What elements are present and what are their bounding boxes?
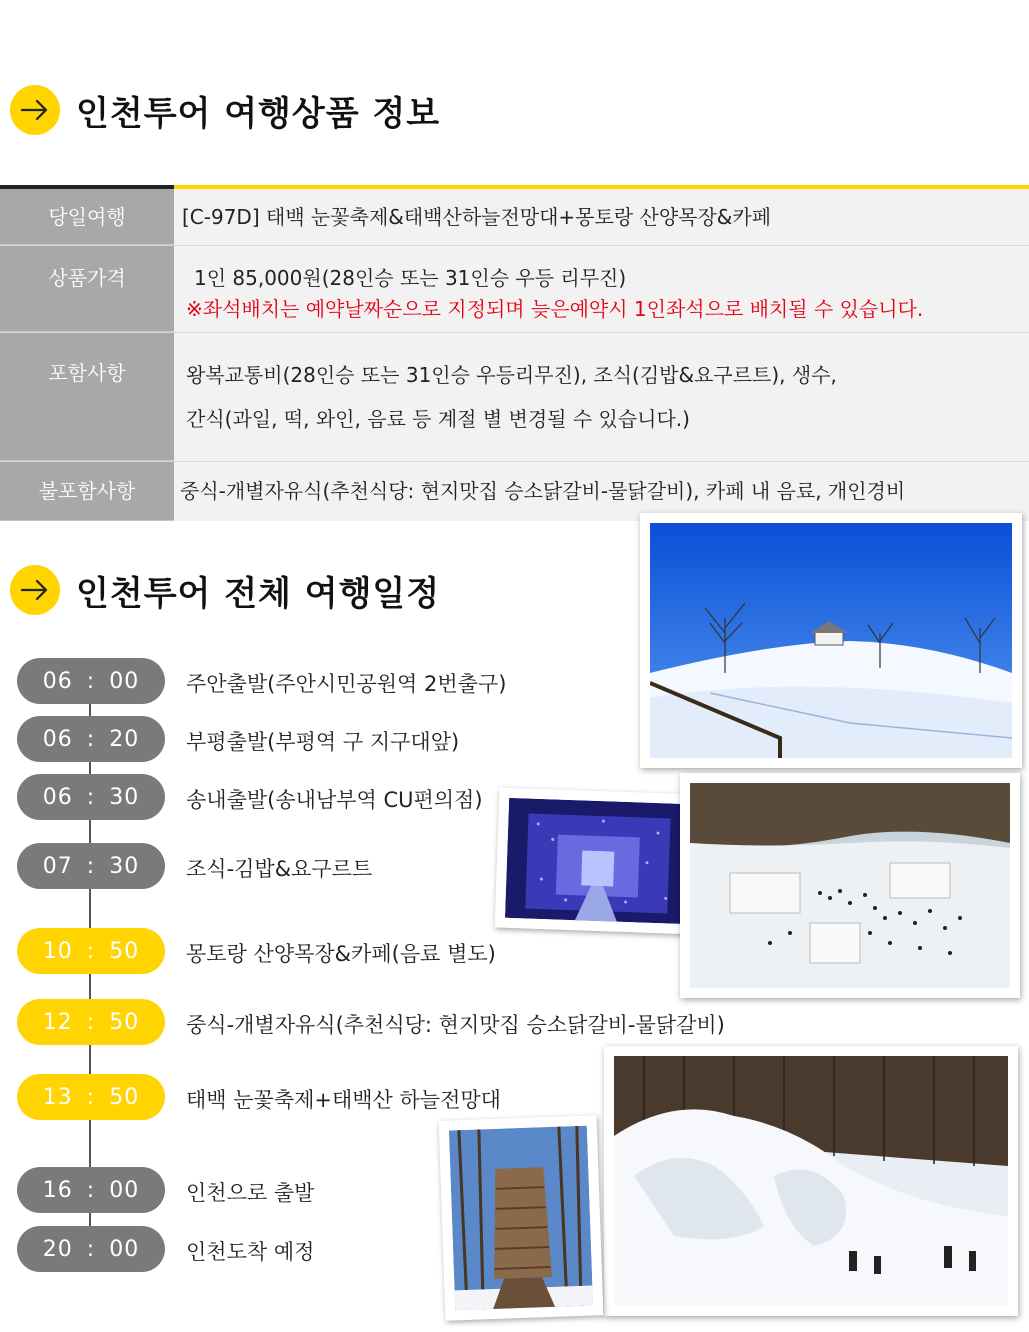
row-label-trip: 당일여행	[0, 189, 174, 245]
schedule-section-title: 인천투어 전체 여행일정	[76, 573, 441, 614]
price-text: 1인 85,000원(28인승 또는 31인승 우등 리무진)	[194, 266, 627, 290]
time-pill	[17, 658, 165, 704]
time-minute: 50	[109, 1009, 140, 1035]
row-value-trip: [C-97D] 태백 눈꽃축제&태백산하늘전망대+몽토랑 산양목장&카페	[174, 189, 1029, 245]
time-pill	[17, 1167, 165, 1213]
info-section-title: 인천투어 여행상품 정보	[76, 93, 441, 134]
row-label-excluded: 불포함사항	[0, 462, 174, 521]
info-section-heading	[10, 85, 440, 135]
time-hour: 12	[42, 1009, 73, 1035]
schedule-item-desc: 중식-개별자유식(추천식당: 현지맛집 승소닭갈비-물닭갈비)	[186, 1013, 725, 1037]
schedule-item-desc: 부평출발(부평역 구 지구대앞)	[186, 730, 460, 754]
time-colon: :	[86, 938, 96, 964]
schedule-item-desc: 인천으로 출발	[186, 1181, 315, 1205]
time-minute: 00	[109, 668, 140, 694]
time-colon: :	[86, 1084, 96, 1110]
arrow-right-icon	[10, 565, 60, 615]
time-pill	[17, 1226, 165, 1272]
schedule-item-desc: 몽토랑 산양목장&카페(음료 별도)	[186, 942, 496, 966]
time-hour: 20	[42, 1236, 73, 1262]
schedule-item-desc: 송내출발(송내남부역 CU편의점)	[186, 788, 483, 812]
time-hour: 07	[42, 853, 73, 879]
time-colon: :	[86, 726, 96, 752]
time-colon: :	[86, 1177, 96, 1203]
row-label-included: 포함사항	[0, 333, 174, 461]
photo-snow-festival-crowd	[680, 773, 1020, 998]
time-hour: 16	[42, 1177, 73, 1203]
photo-snow-sculpture	[604, 1046, 1018, 1316]
table-row-trip	[0, 189, 1029, 246]
schedule-item-desc: 인천도착 예정	[186, 1240, 315, 1264]
row-value-price	[174, 246, 1029, 332]
time-colon: :	[86, 1236, 96, 1262]
time-colon: :	[86, 1009, 96, 1035]
time-colon: :	[86, 853, 96, 879]
time-hour: 13	[42, 1084, 73, 1110]
row-value-included	[174, 333, 1029, 461]
time-hour: 06	[42, 784, 73, 810]
time-pill	[17, 843, 165, 889]
time-colon: :	[86, 668, 96, 694]
arrow-right-icon	[10, 85, 60, 135]
table-row-price	[0, 246, 1029, 333]
included-line-1: 왕복교통비(28인승 또는 31인승 우등리무진), 조식(김밥&요구르트), 생수,	[186, 363, 837, 387]
photo-light-tunnel	[495, 788, 702, 935]
time-pill	[17, 716, 165, 762]
schedule-item-desc: 주안출발(주안시민공원역 2번출구)	[186, 672, 507, 696]
time-minute: 20	[109, 726, 140, 752]
time-hour: 06	[42, 726, 73, 752]
price-note: ※좌석배치는 예약날짜순으로 지정되며 늦은예약시 1인좌석으로 배치될 수 있습니다.	[186, 297, 924, 321]
time-minute: 50	[109, 1084, 140, 1110]
photo-sky-observatory	[439, 1115, 604, 1320]
table-row-included	[0, 333, 1029, 462]
schedule-item-desc: 조식-김밥&요구르트	[186, 857, 373, 881]
included-line-2: 간식(과일, 떡, 와인, 음료 등 계절 별 변경될 수 있습니다.)	[186, 407, 690, 431]
time-minute: 00	[109, 1236, 140, 1262]
time-minute: 30	[109, 784, 140, 810]
row-label-price: 상품가격	[0, 246, 174, 332]
photo-snow-hill-ranch	[640, 513, 1022, 768]
time-hour: 06	[42, 668, 73, 694]
time-colon: :	[86, 784, 96, 810]
time-minute: 30	[109, 853, 140, 879]
row-value-excluded: 중식-개별자유식(추천식당: 현지맛집 승소닭갈비-물닭갈비), 카페 내 음료, 개인경비	[174, 462, 1029, 521]
time-pill	[17, 928, 165, 974]
schedule-item-desc: 태백 눈꽃축제+태백산 하늘전망대	[186, 1088, 501, 1112]
schedule-section-heading	[10, 565, 440, 615]
time-minute: 00	[109, 1177, 140, 1203]
time-pill	[17, 1074, 165, 1120]
time-pill	[17, 999, 165, 1045]
time-pill	[17, 774, 165, 820]
time-hour: 10	[42, 938, 73, 964]
time-minute: 50	[109, 938, 140, 964]
